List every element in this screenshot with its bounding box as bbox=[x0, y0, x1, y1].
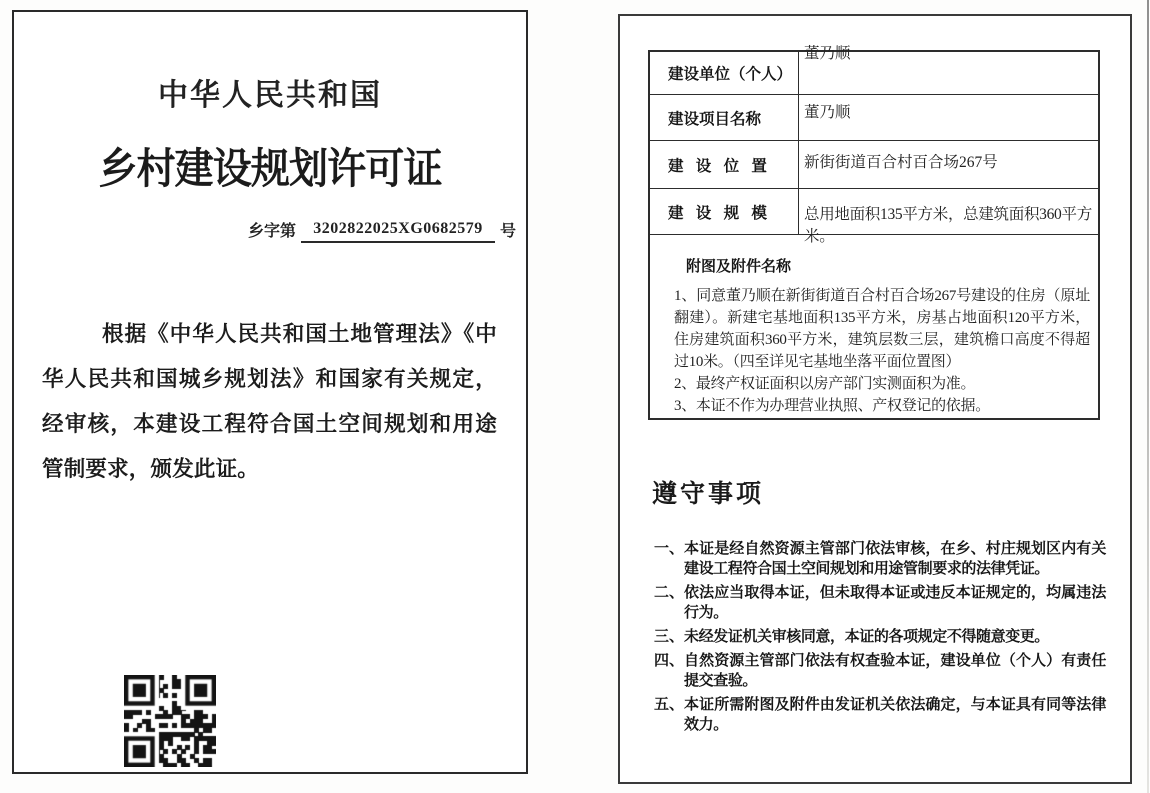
table-row-owner bbox=[650, 45, 1098, 95]
license-number: 3202822025XG0682579 bbox=[301, 220, 495, 243]
row-label-project-name: 建设项目名称 bbox=[650, 95, 799, 140]
table-row-location bbox=[650, 141, 1098, 189]
note-number: 二、 bbox=[654, 584, 685, 601]
details-table bbox=[648, 45, 1100, 420]
notes-list bbox=[654, 539, 1106, 739]
owner-value: 董乃顺 bbox=[804, 45, 851, 62]
row-value-project-name bbox=[799, 95, 1098, 140]
note-text: 本证是经自然资源主管部门依法审核，在乡、村庄规划区内有关建设工程符合国土空间规划和用途管制要求的法律凭证。 bbox=[684, 540, 1106, 577]
note-item bbox=[654, 583, 1106, 623]
note-item bbox=[654, 539, 1106, 579]
row-value-owner bbox=[799, 45, 1098, 94]
note-number: 三、 bbox=[654, 628, 685, 645]
note-number: 四、 bbox=[654, 652, 685, 669]
attachment-item: 3、本证不作为办理营业执照、产权登记的依据。 bbox=[674, 398, 990, 414]
row-label-owner: 建设单位（个人） bbox=[650, 52, 799, 94]
note-text: 依法应当取得本证，但未取得本证或违反本证规定的，均属违法行为。 bbox=[684, 584, 1106, 621]
row-label-location: 建 设 位 置 bbox=[650, 141, 799, 188]
certificate-title: 乡村建设规划许可证 bbox=[98, 145, 442, 192]
table-row-scale bbox=[650, 189, 1098, 245]
note-text: 本证所需附图及附件由发证机关依法确定，与本证具有同等法律效力。 bbox=[684, 696, 1106, 733]
table-row-project-name bbox=[650, 95, 1098, 141]
note-text: 未经发证机关审核同意，本证的各项规定不得随意变更。 bbox=[684, 628, 1050, 645]
country-title: 中华人民共和国 bbox=[158, 79, 382, 112]
attachment-item: 2、最终产权证面积以房产部门实测面积为准。 bbox=[674, 376, 976, 392]
attachments-body bbox=[674, 285, 1090, 417]
scan-edge-artifact bbox=[1147, 0, 1149, 793]
license-prefix: 乡字第 bbox=[248, 223, 297, 240]
attachment-item: 1、同意董乃顺在新街街道百合村百合场267号建设的住房（原址翻建）。新建宅基地面积135平方米，房基占地面积120平方米，住房建筑面积360平方米，建筑层数三层，建筑檐口高度不得超过10米。（四至详见宅基地坐落平面位置图） bbox=[674, 288, 1090, 370]
note-number: 一、 bbox=[654, 540, 685, 557]
attachments-label: 附图及附件名称 bbox=[686, 258, 792, 275]
license-suffix: 号 bbox=[500, 223, 517, 240]
attachments-section bbox=[650, 235, 1098, 418]
note-item bbox=[654, 695, 1106, 735]
project-name-value: 董乃顺 bbox=[804, 104, 851, 121]
permit-cover-page bbox=[12, 10, 528, 774]
license-number-line bbox=[248, 218, 516, 243]
row-value-location bbox=[799, 141, 1098, 188]
issuance-statement: 根据《中华人民共和国土地管理法》《中华人民共和国城乡规划法》和国家有关规定，经审核，本建设工程符合国土空间规划和用途管制要求，颁发此证。 bbox=[42, 322, 497, 481]
notes-heading: 遵守事项 bbox=[652, 480, 765, 508]
location-value: 新街街道百合村百合场267号 bbox=[804, 154, 998, 171]
scale-value: 总用地面积135平方米，总建筑面积360平方米。 bbox=[804, 206, 1092, 245]
row-value-scale bbox=[799, 189, 1098, 245]
note-number: 五、 bbox=[654, 696, 685, 713]
permit-details-page bbox=[618, 14, 1132, 784]
row-label-scale: 建 设 规 模 bbox=[650, 189, 799, 234]
qr-code-image bbox=[124, 675, 216, 767]
note-text: 自然资源主管部门依法有权查验本证，建设单位（个人）有责任提交查验。 bbox=[684, 652, 1106, 689]
note-item bbox=[654, 651, 1106, 691]
note-item bbox=[654, 627, 1106, 647]
